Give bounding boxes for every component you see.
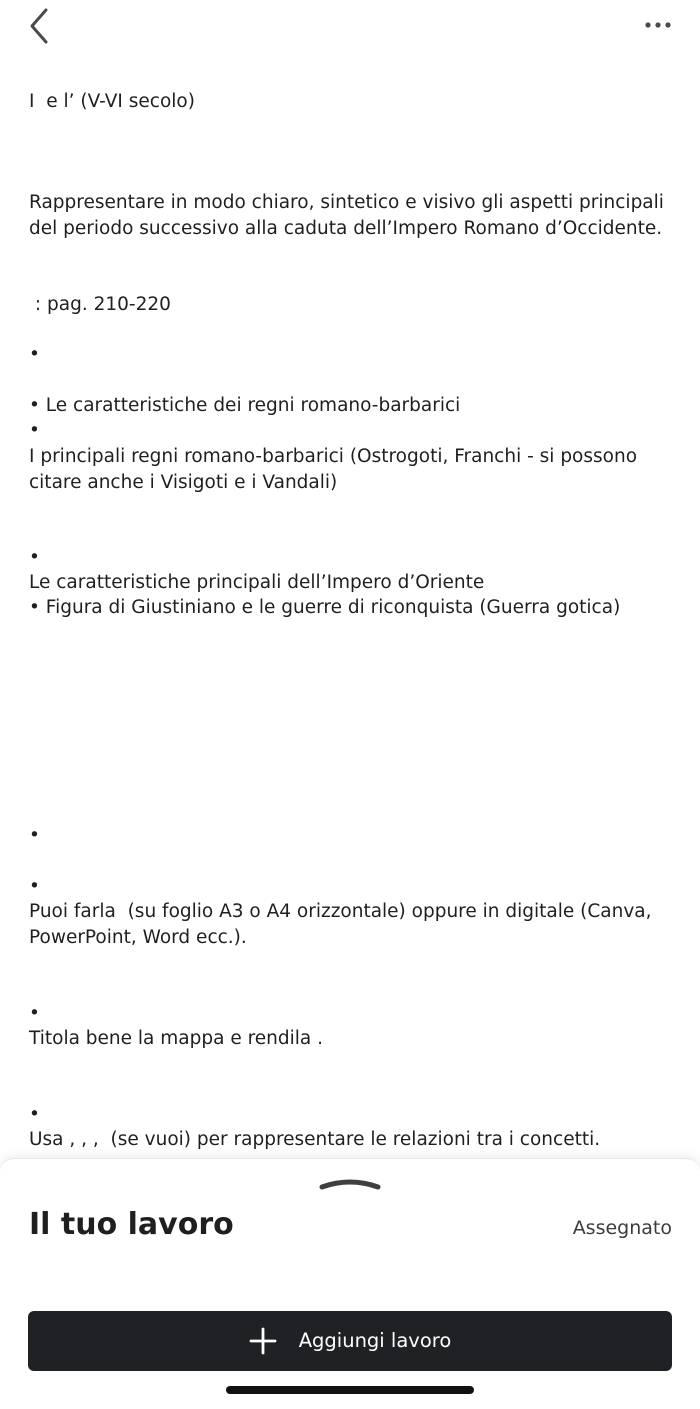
home-indicator[interactable] xyxy=(226,1386,474,1394)
bullet-marker: • xyxy=(29,547,40,568)
bullet-marker: • xyxy=(29,876,40,897)
plus-icon xyxy=(249,1327,277,1355)
add-work-label: Aggiungi lavoro xyxy=(298,1329,452,1352)
more-options-icon[interactable] xyxy=(640,14,678,36)
add-work-button[interactable] xyxy=(28,1311,672,1371)
bullet-marker: • xyxy=(29,1104,40,1125)
status-badge: Assegnato xyxy=(572,1217,672,1239)
item-usa: Usa , , , (se vuoi) per rappresentare le relazioni tra i concetti. xyxy=(29,1129,601,1150)
item-regni-principali: I principali regni romano-barbarici (Ostrogoti, Franchi - si possono citare anche i Visigoti e i Vandali) xyxy=(29,446,643,493)
work-bottom-sheet xyxy=(0,1158,700,1409)
assignment-title-line: I e l’ (V-VI secolo) xyxy=(29,91,195,112)
bullet-marker: • xyxy=(29,420,40,441)
bullet-marker: • xyxy=(29,1003,40,1024)
item-formato: Puoi farla (su foglio A3 o A4 orizzontale) oppure in digitale (Canva, PowerPoint, Word ecc.). xyxy=(29,901,658,948)
assignment-objective: Rappresentare in modo chiaro, sintetico e visivo gli aspetti principali del periodo successivo alla caduta dell’Impero Romano d’Occidente. xyxy=(29,192,670,239)
drag-handle-icon[interactable] xyxy=(318,1173,382,1193)
item-giustiniano: • Figura di Giustiniano e le guerre di riconquista (Guerra gotica) xyxy=(29,597,621,618)
bullet-marker: • xyxy=(29,344,40,365)
back-chevron-icon[interactable] xyxy=(26,6,56,46)
your-work-title: Il tuo lavoro xyxy=(29,1207,234,1242)
item-regni-caratteristiche: • Le caratteristiche dei regni romano-barbarici xyxy=(29,395,461,416)
assignment-pages: : pag. 210-220 xyxy=(29,294,171,315)
bullet-marker: • xyxy=(29,825,40,846)
item-impero-oriente: Le caratteristiche principali dell’Impero d’Oriente xyxy=(29,572,485,593)
item-titola: Titola bene la mappa e rendila . xyxy=(29,1028,324,1049)
top-bar xyxy=(0,0,700,60)
